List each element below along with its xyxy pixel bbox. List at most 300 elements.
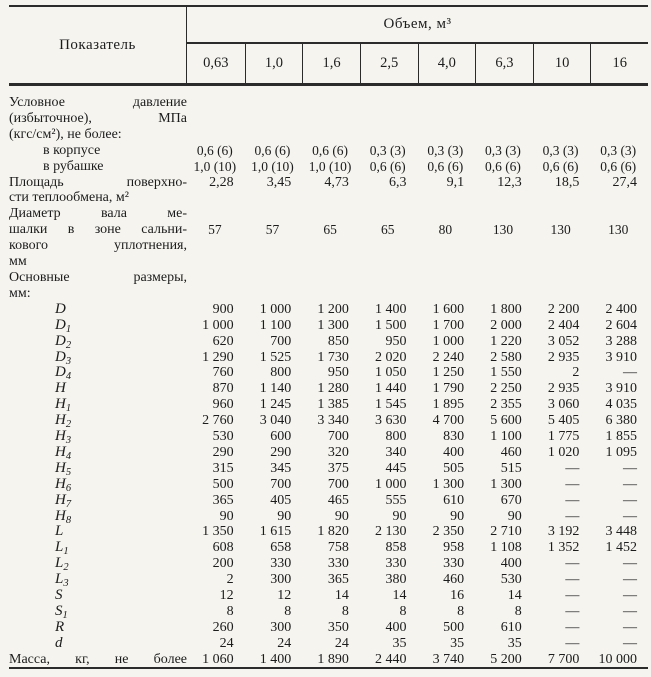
table-row — [9, 636, 648, 652]
cell-value: 1 400 — [259, 651, 292, 667]
cell-value: 2 020 — [375, 349, 407, 365]
row-values — [187, 620, 648, 636]
table-row — [9, 350, 648, 366]
table-row — [9, 413, 648, 429]
row-values — [187, 302, 648, 318]
row-label-line: Основные размеры, — [9, 269, 187, 285]
table-row — [9, 95, 648, 143]
row-label: $D_1$ — [55, 316, 72, 335]
row-values — [187, 206, 648, 270]
cell-value: 1 615 — [259, 524, 292, 540]
table-row — [9, 381, 648, 397]
cell-value: 6 380 — [605, 413, 637, 429]
row-values — [187, 604, 648, 620]
cell-value: — — [623, 604, 637, 619]
table-row — [9, 334, 648, 350]
row-label-line: кового уплотнения, — [9, 238, 187, 254]
cell-value: 2 200 — [547, 301, 580, 317]
table-row — [9, 509, 648, 525]
row-label: $H_5$ — [55, 459, 72, 478]
cell-value: 2 404 — [547, 317, 580, 333]
table-row — [9, 270, 648, 302]
cell-value: 1 000 — [259, 301, 292, 317]
cell-value: 0,6 (6) — [312, 142, 349, 158]
row-label-line: (избыточное), МПа — [9, 110, 187, 126]
cell-value: 2 000 — [490, 317, 522, 333]
cell-value: 3 340 — [317, 413, 349, 429]
cell-value: 0,3 (3) — [542, 142, 579, 158]
cell-value: 700 — [270, 333, 292, 349]
cell-value: 515 — [500, 460, 522, 476]
cell-value: 400 — [500, 556, 522, 572]
cell-value: 800 — [385, 429, 407, 445]
cell-value: 315 — [212, 460, 234, 476]
cell-value: 14 — [507, 588, 522, 604]
row-values — [187, 493, 648, 509]
cell-value: — — [623, 588, 637, 604]
row-values — [187, 318, 648, 334]
row-label: $L_3$ — [55, 571, 69, 590]
cell-value: 465 — [327, 492, 349, 508]
row-values — [187, 588, 648, 604]
row-values — [187, 572, 648, 588]
cell-value: 0,3 (3) — [427, 142, 464, 158]
cell-value: 1 000 — [375, 476, 407, 492]
cell-value: 3 192 — [547, 524, 580, 540]
row-values — [187, 175, 648, 207]
cell-value: 0,6 (6) — [600, 158, 637, 174]
cell-value: 4 700 — [432, 413, 465, 429]
cell-value: 380 — [385, 572, 407, 588]
cell-value: 90 — [219, 508, 234, 524]
volume-group — [187, 7, 648, 83]
cell-value: 90 — [450, 508, 465, 524]
cell-value: 0,3 (3) — [600, 142, 637, 158]
table-row — [9, 397, 648, 413]
cell-value: — — [623, 365, 637, 381]
table-row — [9, 365, 648, 381]
cell-value: 35 — [392, 635, 407, 651]
row-values — [187, 334, 648, 350]
cell-value: 2 935 — [547, 381, 580, 397]
cell-value: — — [623, 460, 637, 476]
cell-value: — — [565, 619, 580, 635]
cell-value: 90 — [507, 508, 522, 524]
cell-value: 8 — [226, 604, 234, 619]
cell-value: 1 352 — [547, 540, 580, 556]
row-label: D — [55, 300, 66, 317]
cell-value: — — [565, 492, 580, 508]
cell-value: 1 000 — [432, 333, 465, 349]
row-label: $H_1$ — [55, 396, 72, 415]
row-label-line: (кгс/см²), не более: — [9, 126, 122, 142]
row-label-line: Диаметр вала ме- — [9, 206, 187, 222]
row-values — [187, 524, 648, 540]
cell-value: 405 — [270, 492, 292, 508]
row-values — [187, 509, 648, 525]
cell-value: 300 — [270, 619, 292, 635]
cell-value: 57 — [265, 222, 280, 238]
cell-value: 345 — [270, 460, 292, 476]
cell-value: 130 — [492, 222, 514, 238]
cell-value: 700 — [327, 429, 349, 445]
cell-value: — — [565, 508, 580, 524]
cell-value: 900 — [212, 301, 234, 317]
table-row — [9, 143, 648, 159]
cell-value: — — [623, 556, 637, 572]
table-row — [9, 524, 648, 540]
row-label-line: мм: — [9, 285, 31, 301]
cell-value: 445 — [385, 460, 407, 476]
table-row — [9, 588, 648, 604]
spec-table — [9, 5, 648, 669]
cell-value: 620 — [212, 333, 234, 349]
cell-value: 0,3 (3) — [369, 142, 406, 158]
table-row — [9, 556, 648, 572]
table-body — [9, 86, 648, 668]
cell-value: — — [565, 572, 580, 588]
cell-value: 3 060 — [547, 397, 580, 413]
cell-value: 1 800 — [490, 301, 522, 317]
cell-value: 3,45 — [266, 174, 292, 190]
row-label — [9, 175, 187, 207]
row-label: d — [55, 634, 63, 651]
row-label — [9, 270, 187, 302]
table-row — [9, 175, 648, 207]
row-values — [187, 365, 648, 381]
cell-value: — — [623, 476, 637, 492]
table-row — [9, 206, 648, 270]
volume-column-header: 16 — [590, 44, 648, 83]
cell-value: 260 — [212, 619, 234, 635]
cell-value: 300 — [270, 572, 292, 588]
cell-value: 1 250 — [432, 365, 465, 381]
cell-value: 610 — [500, 619, 522, 635]
row-label-line: Условное давление — [9, 95, 187, 110]
row-values — [187, 143, 648, 159]
cell-value: 2 935 — [547, 349, 580, 365]
cell-value: 340 — [385, 444, 407, 460]
cell-value: — — [565, 635, 580, 651]
cell-value: 1,0 (10) — [251, 158, 294, 174]
row-label: $S_1$ — [55, 603, 68, 621]
cell-value: 290 — [270, 444, 292, 460]
row-label-line: Масса, кг, не более — [9, 651, 187, 667]
row-label: $H_2$ — [55, 412, 72, 431]
cell-value: 1 440 — [375, 381, 407, 397]
cell-value: 35 — [450, 635, 465, 651]
cell-value: 8 — [399, 604, 407, 619]
cell-value: 3 740 — [432, 651, 465, 667]
row-values — [187, 429, 648, 445]
cell-value: 3 910 — [605, 349, 637, 365]
cell-value: 400 — [385, 619, 407, 635]
cell-value: — — [623, 619, 637, 635]
volume-column-header: 1,6 — [302, 44, 360, 83]
cell-value: 365 — [327, 572, 349, 588]
cell-value: 2 350 — [432, 524, 465, 540]
cell-value: 3 052 — [547, 333, 580, 349]
cell-value: 18,5 — [554, 174, 580, 190]
cell-value: 760 — [212, 365, 234, 381]
cell-value: 700 — [270, 476, 292, 492]
cell-value: 330 — [443, 556, 465, 572]
cell-value: 958 — [443, 540, 465, 556]
row-label-line: в корпусе — [43, 142, 101, 158]
cell-value: 24 — [334, 635, 349, 651]
cell-value: 1 545 — [375, 397, 407, 413]
volume-column-header: 2,5 — [360, 44, 418, 83]
cell-value: 530 — [212, 429, 234, 445]
cell-value: 2 355 — [490, 397, 522, 413]
cell-value: 700 — [327, 476, 349, 492]
cell-value: 1 775 — [547, 429, 580, 445]
row-label: $L_1$ — [55, 539, 69, 558]
cell-value: 2 580 — [490, 349, 522, 365]
cell-value: — — [623, 492, 637, 508]
row-label: R — [55, 618, 65, 635]
cell-value: 3 288 — [605, 333, 637, 349]
cell-value: 1 280 — [317, 381, 349, 397]
cell-value: 0,6 (6) — [484, 158, 521, 174]
cell-value: 1 300 — [317, 317, 349, 333]
cell-value: 3 040 — [259, 413, 292, 429]
cell-value: 80 — [438, 222, 453, 238]
cell-value: 1 100 — [490, 429, 522, 445]
table-row — [9, 572, 648, 588]
cell-value: 2 400 — [605, 301, 637, 317]
row-label: $D_3$ — [55, 348, 72, 367]
cell-value: 57 — [208, 222, 222, 238]
cell-value: 960 — [212, 397, 234, 413]
cell-value: 1 500 — [375, 317, 407, 333]
volume-column-header: 0,63 — [203, 55, 229, 71]
cell-value: 0,3 (3) — [484, 142, 521, 158]
cell-value: 1 385 — [317, 397, 349, 413]
table-header — [9, 7, 648, 86]
cell-value: 1 525 — [259, 349, 292, 365]
cell-value: 505 — [443, 460, 465, 476]
cell-value: 1 020 — [547, 444, 580, 460]
table-row — [9, 604, 648, 620]
row-label-line: шалки в зоне сальни- — [9, 222, 187, 238]
cell-value: 1 820 — [317, 524, 349, 540]
cell-value: 610 — [443, 492, 465, 508]
row-values — [187, 461, 648, 477]
row-label — [9, 143, 187, 159]
table-row — [9, 652, 648, 668]
cell-value: — — [565, 476, 580, 492]
cell-value: 3 630 — [375, 413, 407, 429]
cell-value: 0,6 (6) — [427, 158, 464, 174]
cell-value: 1 600 — [432, 301, 465, 317]
cell-value: — — [623, 635, 637, 651]
cell-value: 530 — [500, 572, 522, 588]
row-values — [187, 540, 648, 556]
row-label-line: мм — [9, 254, 27, 270]
row-label: $H_6$ — [55, 475, 72, 494]
row-label: $L_2$ — [55, 555, 69, 574]
cell-value: 600 — [270, 429, 292, 445]
cell-value: 0,6 (6) — [369, 158, 406, 174]
cell-value: 858 — [385, 540, 407, 556]
cell-value: 24 — [219, 635, 234, 651]
cell-value: 1,0 (10) — [308, 158, 352, 174]
cell-value: 1 452 — [605, 540, 637, 556]
cell-value: 1 790 — [432, 381, 465, 397]
cell-value: 500 — [443, 619, 465, 635]
cell-value: 460 — [443, 572, 465, 588]
row-label-line: сти теплообмена, м² — [9, 190, 129, 206]
cell-value: 9,1 — [446, 174, 465, 190]
table-row — [9, 302, 648, 318]
cell-value: 14 — [334, 588, 349, 604]
cell-value: 950 — [385, 333, 407, 349]
cell-value: 1 000 — [202, 317, 234, 333]
cell-value: 758 — [327, 540, 349, 556]
cell-value: 670 — [500, 492, 522, 508]
volume-column-header: 6,3 — [475, 44, 533, 83]
cell-value: 320 — [327, 444, 349, 460]
table-row — [9, 461, 648, 477]
table-row — [9, 318, 648, 334]
cell-value: 330 — [385, 556, 407, 572]
cell-value: 130 — [608, 222, 629, 238]
volume-column-header: 1,0 — [245, 44, 303, 83]
table-row — [9, 429, 648, 445]
volume-column-header: 10 — [533, 44, 591, 83]
cell-value: 330 — [327, 556, 349, 572]
cell-value: 1 245 — [259, 397, 292, 413]
cell-value: 1 200 — [317, 301, 349, 317]
cell-value: — — [565, 604, 580, 619]
cell-value: 2,28 — [209, 174, 234, 190]
cell-value: 200 — [212, 556, 234, 572]
cell-value: 1 140 — [259, 381, 292, 397]
cell-value: 5 200 — [490, 651, 522, 667]
cell-value: 0,6 (6) — [542, 158, 579, 174]
cell-value: 3 448 — [605, 524, 637, 540]
row-values — [187, 350, 648, 366]
row-label: $H_4$ — [55, 443, 72, 462]
cell-value: 1 400 — [375, 301, 407, 317]
cell-value: 1 060 — [202, 651, 234, 667]
cell-value: — — [623, 572, 637, 588]
cell-value: 0,6 (6) — [254, 142, 291, 158]
volume-group-header: Объем, м³ — [187, 7, 648, 44]
table-row — [9, 445, 648, 461]
row-values — [187, 556, 648, 572]
row-label: H — [55, 380, 66, 397]
cell-value: 90 — [277, 508, 292, 524]
cell-value: 850 — [327, 333, 349, 349]
cell-value: 35 — [507, 635, 522, 651]
cell-value: 1 220 — [490, 333, 522, 349]
cell-value: 2 604 — [605, 317, 637, 333]
row-label: $H_8$ — [55, 507, 72, 526]
cell-value: — — [623, 508, 637, 524]
row-label: $H_7$ — [55, 491, 72, 510]
row-values — [187, 652, 648, 668]
cell-value: 2 240 — [432, 349, 465, 365]
cell-value: 1,0 (10) — [193, 158, 237, 174]
cell-value: 12 — [219, 588, 234, 604]
cell-value: 5 600 — [490, 413, 522, 429]
row-label-line: в рубашке — [43, 158, 104, 174]
row-values — [187, 397, 648, 413]
table-row — [9, 620, 648, 636]
cell-value: 830 — [443, 429, 465, 445]
row-label — [9, 206, 187, 270]
cell-value: 1 550 — [490, 365, 522, 381]
cell-value: 10 000 — [598, 651, 637, 667]
cell-value: 0,6 (6) — [196, 142, 233, 158]
cell-value: 65 — [380, 222, 395, 238]
row-label: L — [55, 523, 64, 540]
cell-value: 1 895 — [432, 397, 465, 413]
cell-value: 2 — [226, 572, 234, 588]
cell-value: 27,4 — [612, 174, 637, 190]
indicator-label: Показатель — [59, 36, 136, 53]
row-label — [9, 159, 187, 175]
row-label: $H_3$ — [55, 428, 72, 447]
cell-value: 5 405 — [547, 413, 580, 429]
cell-value: 65 — [323, 222, 337, 238]
cell-value: 90 — [392, 508, 407, 524]
cell-value: 4,73 — [324, 174, 349, 190]
cell-value: 8 — [514, 604, 522, 619]
row-label: S — [55, 587, 63, 604]
cell-value: 460 — [500, 444, 522, 460]
table-row — [9, 477, 648, 493]
row-label — [9, 652, 187, 668]
cell-value: — — [565, 556, 580, 572]
table-row — [9, 540, 648, 556]
row-values — [187, 477, 648, 493]
row-label: $D_4$ — [55, 364, 72, 383]
cell-value: 1 300 — [490, 476, 522, 492]
cell-value: 8 — [457, 604, 465, 619]
row-values — [187, 381, 648, 397]
cell-value: 1 730 — [317, 349, 349, 365]
cell-value: 950 — [327, 365, 349, 381]
cell-value: 1 108 — [490, 540, 522, 556]
cell-value: 400 — [443, 444, 465, 460]
cell-value: 6,3 — [389, 174, 407, 190]
cell-value: 2 — [572, 365, 580, 381]
cell-value: 8 — [341, 604, 349, 619]
cell-value: 365 — [212, 492, 234, 508]
cell-value: 1 290 — [202, 349, 234, 365]
volume-columns — [187, 44, 648, 83]
cell-value: 1 890 — [317, 651, 349, 667]
cell-value: 1 100 — [259, 317, 292, 333]
row-values — [187, 445, 648, 461]
cell-value: — — [565, 460, 580, 476]
cell-value: 2 440 — [375, 651, 407, 667]
cell-value: 555 — [385, 492, 407, 508]
indicator-column-header — [9, 7, 187, 83]
row-values — [187, 159, 648, 175]
cell-value: 1 050 — [375, 365, 407, 381]
cell-value: 12 — [277, 588, 292, 604]
cell-value: 350 — [327, 619, 349, 635]
cell-value: 500 — [212, 476, 234, 492]
cell-value: 4 035 — [605, 397, 637, 413]
cell-value: 7 700 — [547, 651, 580, 667]
cell-value: 1 350 — [202, 524, 234, 540]
cell-value: 90 — [334, 508, 349, 524]
